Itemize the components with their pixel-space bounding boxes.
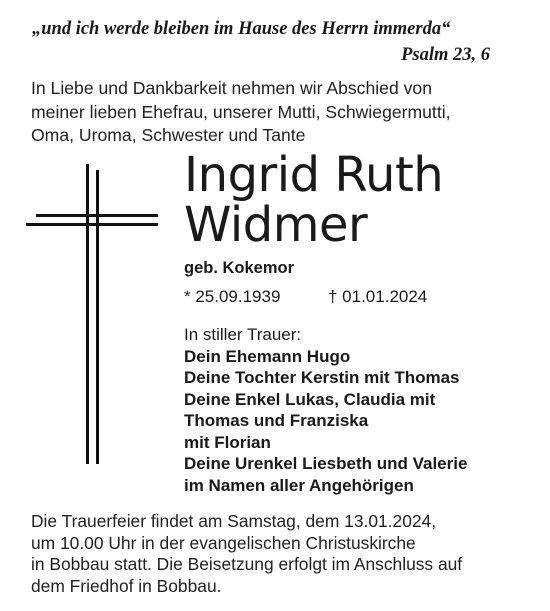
birth-date: * 25.09.1939 [184,287,281,306]
bible-quote [32,17,492,41]
service-line: dem Friedhof in Bobbau. [31,575,222,596]
latin-cross-icon [26,164,158,464]
funeral-service-info [31,511,541,597]
cross-horizontal-bar [36,214,158,217]
mourner-line: Dein Ehemann Hugo [184,346,351,366]
maiden-name: geb. Kokemor [184,259,295,277]
deceased-name [184,147,444,253]
bible-quote-text: „und ich werde bleiben im Hause des Herrn immerda“ [32,19,451,39]
intro-line: In Liebe und Dankbarkeit nehmen wir Abschied von [31,78,432,98]
service-line: um 10.00 Uhr in der evangelischen Christuskirche [31,532,416,553]
mourner-line: mit Florian [184,432,271,452]
mourners-label: In stiller Trauer: [184,325,302,344]
service-line: in Bobbau statt. Die Beisetzung erfolgt im Anschluss auf [31,554,463,574]
mourner-line: im Namen aller Angehörigen [184,475,414,495]
mourners-list [184,324,534,496]
mourner-line: Deine Enkel Lukas, Claudia mit [184,389,436,409]
deceased-surname: Widmer [184,197,368,253]
bible-quote-source: Psalm 23, 6 [401,45,490,65]
mourner-line: Deine Urenkel Liesbeth und Valerie [184,454,468,473]
mourner-line: Deine Tochter Kerstin mit Thomas [184,368,460,387]
deceased-first-names: Ingrid Ruth [184,147,444,203]
intro-line: meiner lieben Ehefrau, unserer Mutti, Schwiegermutti, [31,101,451,122]
service-line: Die Trauerfeier findet am Samstag, dem 13.01.2024, [31,511,437,531]
cross-vertical-bar [86,164,89,464]
mourner-line: Thomas und Franziska [184,411,369,430]
intro-text [31,77,531,148]
death-date: † 01.01.2024 [328,287,428,306]
intro-line: Oma, Uroma, Schwester und Tante [31,125,306,145]
cross-horizontal-bar-outline [26,223,158,226]
